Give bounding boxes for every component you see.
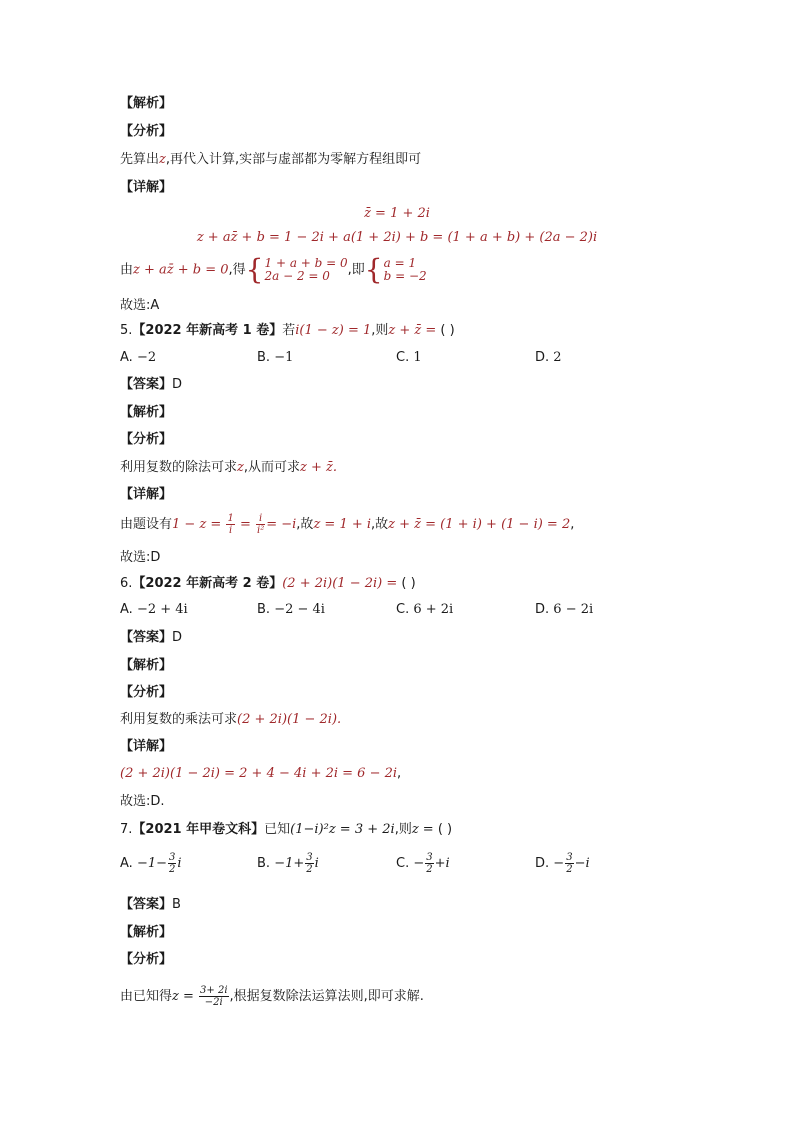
q5-xiangjie-label: 【详解】	[120, 487, 173, 502]
choose-6: 故选:D.	[120, 794, 165, 809]
q7-option-a: A. −1− $\frac{3}{2}$ i	[120, 852, 182, 875]
question-6-stem: 6.【2022 年新高考 2 卷】(2 + 2i)(1 − 2i) = ( )	[120, 576, 416, 591]
q7-answer-value: B	[172, 897, 181, 912]
q5-stem-pre: 若	[282, 323, 296, 338]
analysis-post: ,再代入计算,实部与虚部都为零解方程组即可	[165, 152, 422, 167]
xiangjie-label: 【详解】	[120, 180, 173, 195]
q6-option-b: B. −2 − 4i	[257, 602, 325, 617]
cond-mid: ,得	[228, 262, 246, 278]
q5-option-b: B. −1	[257, 350, 294, 365]
q5-expr2: z + z̄ =	[388, 323, 441, 338]
system1-row1: 1 + a + b = 0	[264, 256, 348, 270]
q6-option-d: D. 6 − 2i	[535, 602, 594, 617]
q6-expr: (2 + 2i)(1 − 2i) =	[282, 576, 402, 591]
q5-option-d: D. 2	[535, 350, 562, 365]
q6-source: 【2022 年新高考 2 卷】	[132, 576, 283, 591]
q6-detail: (2 + 2i)(1 − 2i) = 2 + 4 − 4i + 2i = 6 − 2i,	[120, 766, 402, 781]
q5-detail: 由题设有1 − z = $\frac{1}{i}$ = $\frac{i}{\text{i²}}$ = −i,故z = 1 + i,故z + z̄ = (1 + i) + (1 − i) = 2,	[120, 513, 575, 536]
choose-4: 故选:A	[120, 298, 160, 313]
q7-analysis: 由已知得z = $\frac{3+ 2i}{-2i}$ ,根据复数除法运算法则,即可求解.	[120, 985, 424, 1008]
q7-fenxi-label: 【分析】	[120, 952, 173, 967]
q6-analysis: 利用复数的乘法可求(2 + 2i)(1 − 2i).	[120, 712, 342, 727]
choose-5: 故选:D	[120, 550, 161, 565]
q5-option-a: A. −2	[120, 350, 157, 365]
equation-expand: z + az̄ + b = 1 − 2i + a(1 + 2i) + b = (1 + a + b) + (2a − 2)i	[196, 230, 598, 245]
q6-option-c: C. 6 + 2i	[396, 602, 454, 617]
q6-fenxi-label: 【分析】	[120, 685, 173, 700]
q5-blank: ( )	[440, 323, 455, 338]
analysis-pre: 先算出	[120, 152, 160, 167]
fenxi-label: 【分析】	[120, 124, 173, 139]
q5-stem-mid: ,则	[371, 323, 389, 338]
q5-number: 5.	[120, 323, 133, 338]
cond-expr: z + az̄ + b = 0	[133, 262, 229, 278]
q6-answer: 【答案】D	[120, 630, 183, 645]
q6-jiexi-label: 【解析】	[120, 658, 173, 673]
q5-frac1-num: 1	[227, 513, 234, 524]
q5-analysis: 利用复数的除法可求z,从而可求z + z̄.	[120, 460, 338, 475]
q5-source: 【2022 年新高考 1 卷】	[132, 323, 283, 338]
q5-expr: i(1 − z) = 1	[295, 323, 372, 338]
q5-answer: 【答案】D	[120, 377, 183, 392]
cond-pre: 由	[120, 262, 134, 278]
question-5-stem	[120, 322, 455, 340]
question-7-stem: 7.【2021 年甲卷文科】已知(1−i)²z = 3 + 2i,则z = ( )	[120, 822, 453, 837]
q5-frac2-num: i	[256, 513, 265, 525]
system1-row2: 2a − 2 = 0	[264, 269, 330, 283]
q6-answer-value: D	[172, 630, 183, 645]
condition-line: 由z + az̄ + b = 0,得{ 1 + a + b = 0 2a − 2 = 0 ,即{ a = 1 b = −2	[120, 253, 427, 286]
analysis-text	[120, 151, 421, 169]
system2-row1: a = 1	[383, 256, 417, 270]
q5-answer-value: D	[172, 377, 183, 392]
q5-frac1-den: i	[229, 525, 233, 536]
cond-mid2: ,即	[347, 262, 365, 278]
q7-frac-num: 3+ 2i	[200, 985, 228, 996]
q7-option-c: C. − $\frac{3}{2}$ +i	[396, 852, 450, 875]
system2-row2: b = −2	[383, 269, 427, 283]
q7-source: 【2021 年甲卷文科】	[132, 822, 265, 837]
q5-jiexi-label: 【解析】	[120, 405, 173, 420]
q7-expr: (1−i)²z = 3 + 2i	[290, 822, 395, 837]
q5-fenxi-label: 【分析】	[120, 432, 173, 447]
equation-conjugate: z̄ = 1 + 2i	[364, 206, 430, 221]
analysis-var: z	[159, 152, 166, 167]
q6-xiangjie-label: 【详解】	[120, 739, 173, 754]
jiexi-label: 【解析】	[120, 96, 173, 111]
q7-frac-den: −2i	[204, 997, 223, 1008]
q5-frac2-den: i²	[257, 525, 265, 536]
q7-jiexi-label: 【解析】	[120, 925, 173, 940]
q7-option-d: D. − $\frac{3}{2}$ −i	[535, 852, 590, 875]
q7-option-b: B. −1+ $\frac{3}{2}$ i	[257, 852, 319, 875]
q5-option-c: C. 1	[396, 350, 422, 365]
q7-answer: 【答案】B	[120, 897, 181, 912]
q6-option-a: A. −2 + 4i	[120, 602, 188, 617]
